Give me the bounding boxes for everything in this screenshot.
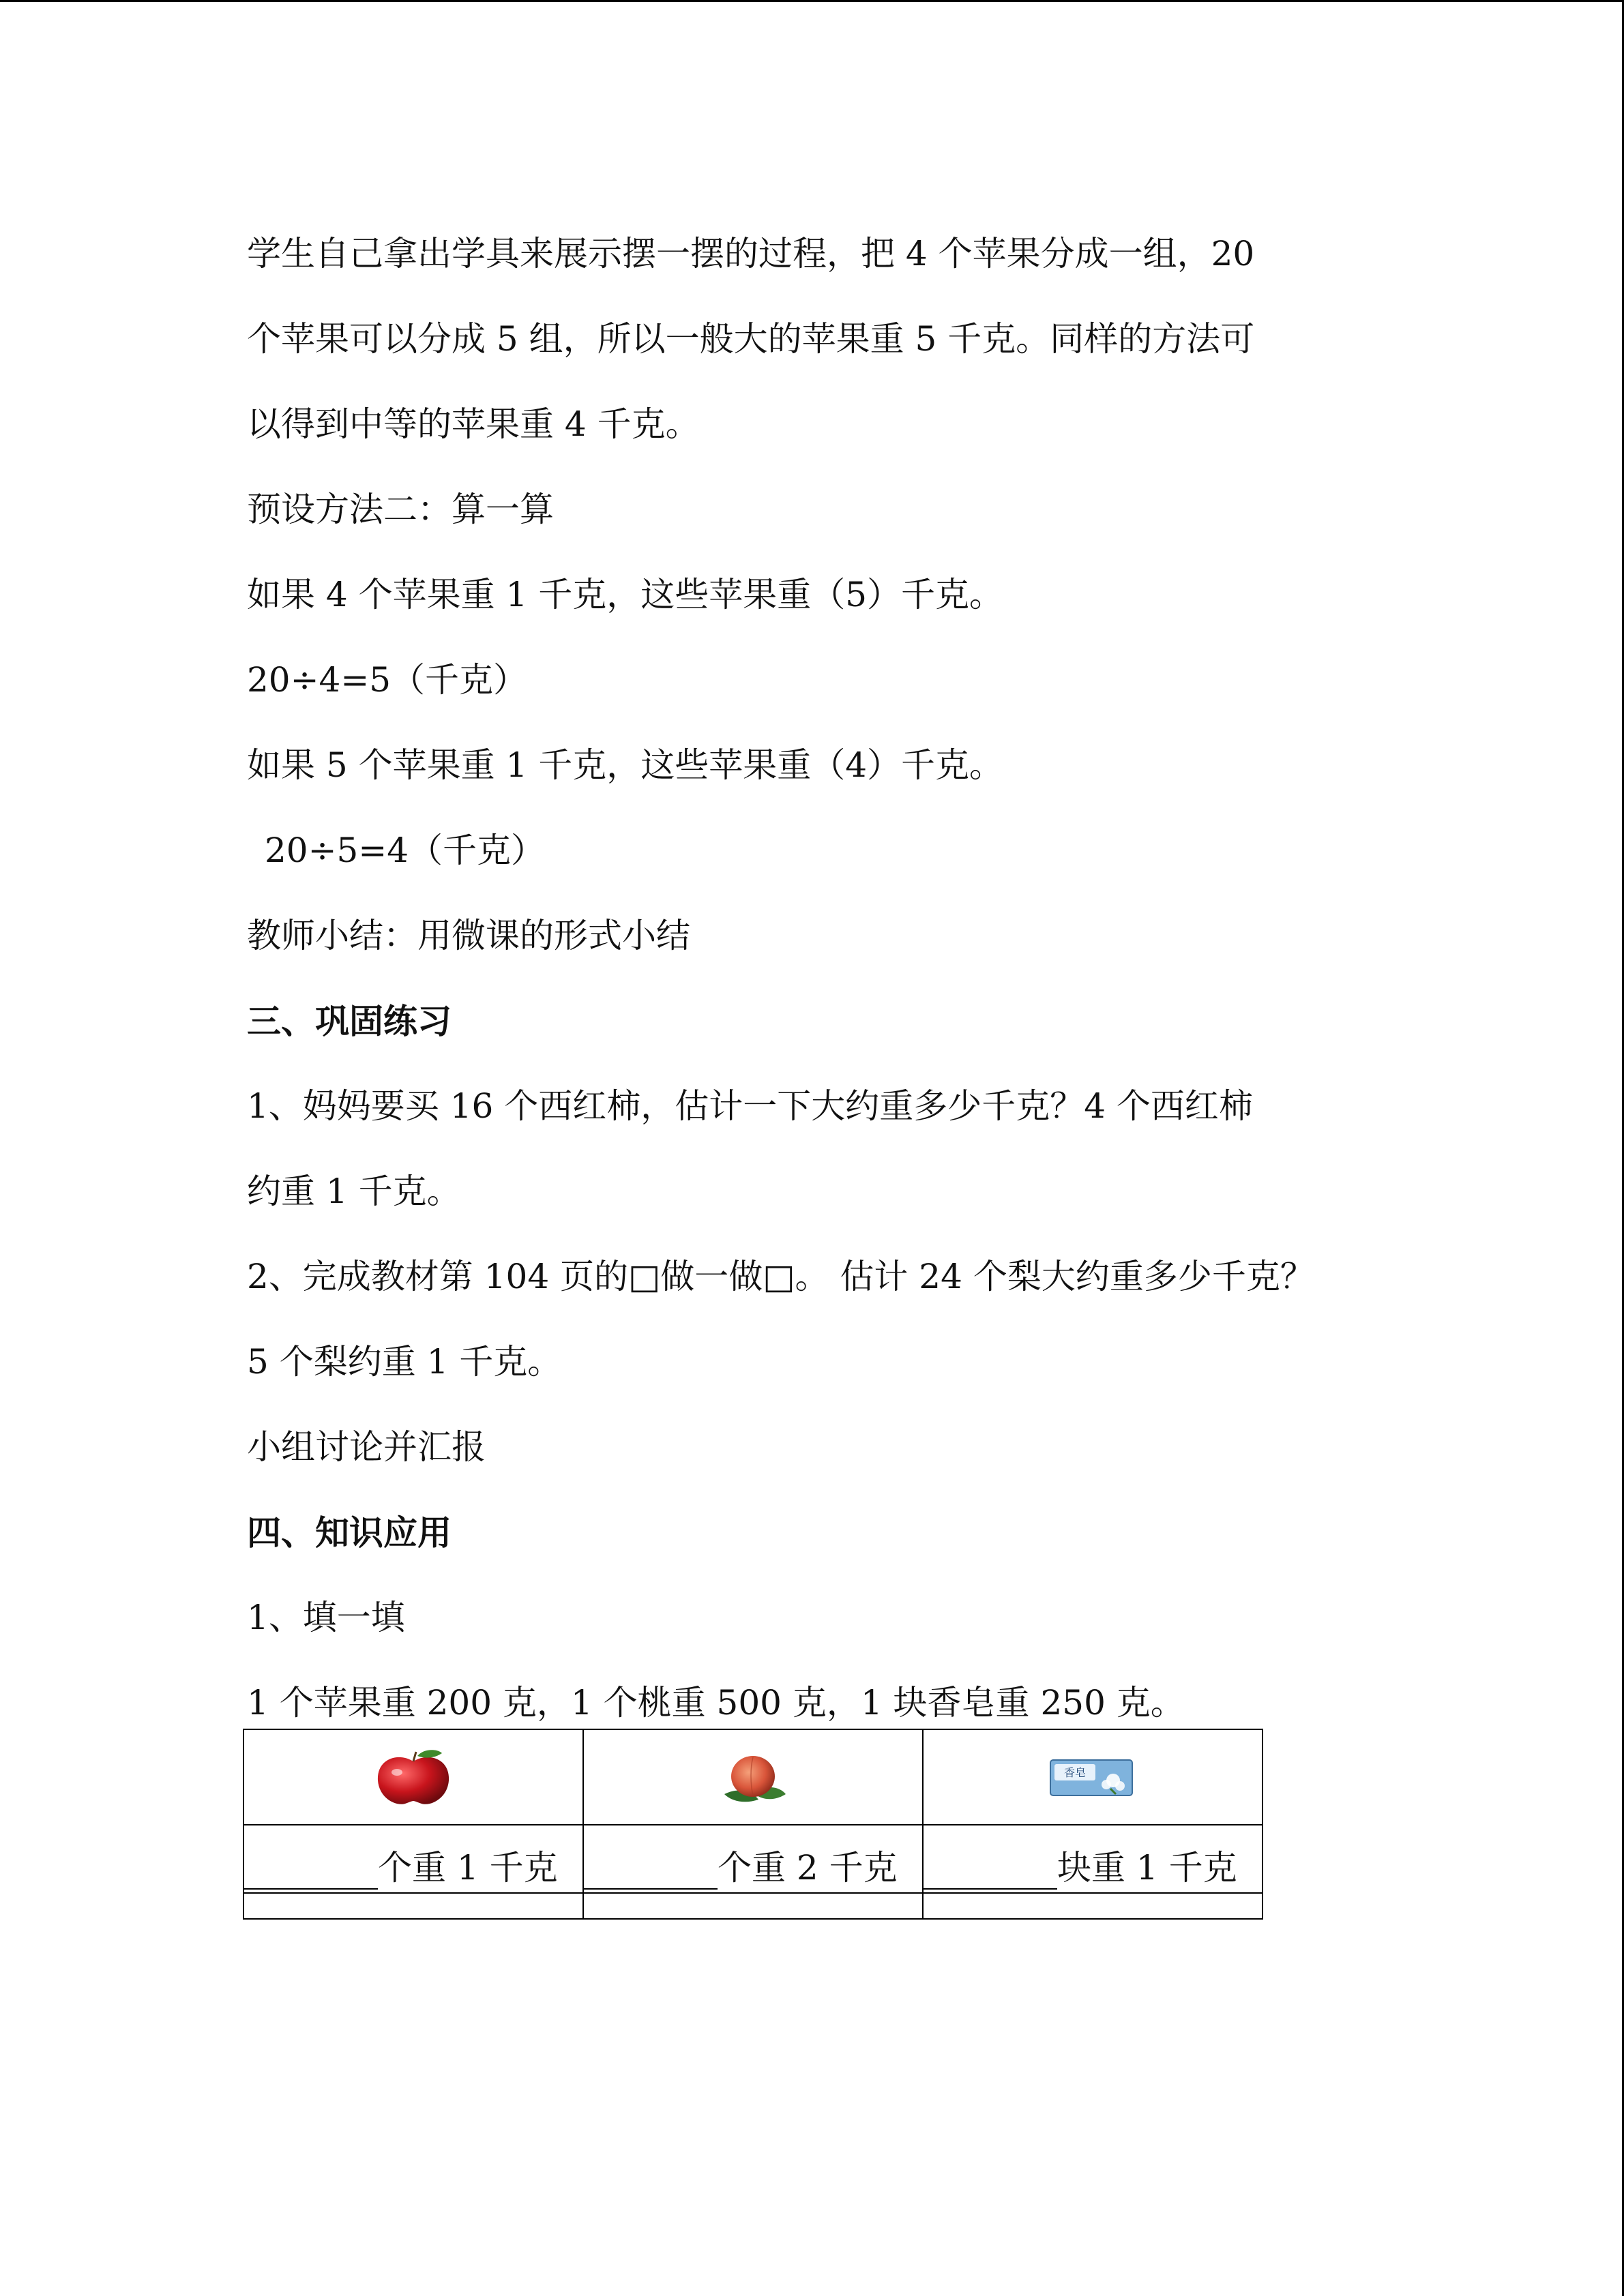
table-row — [243, 1825, 1263, 1893]
document-body — [247, 211, 1365, 1746]
exercise-line: 2、完成教材第 104 页的□做一做□。 估计 24 个梨大约重多少千克？ — [247, 1257, 1314, 1296]
apple-icon — [371, 1770, 456, 1783]
exercise-line: 1、妈妈要买 16 个西红柿，估计一下大约重多少千克？4 个西红柿 — [247, 1086, 1253, 1126]
equation-line: 20÷5=4（千克） — [265, 831, 546, 870]
answer-blank[interactable] — [244, 1851, 378, 1890]
table-row — [243, 1893, 1263, 1919]
table-cell — [243, 1893, 583, 1919]
answer-blank[interactable] — [924, 1851, 1057, 1890]
paragraph-line: 个苹果可以分成 5 组，所以一般大的苹果重 5 千克。同样的方法可 — [247, 319, 1255, 359]
table-cell — [923, 1893, 1263, 1919]
table-row — [243, 1729, 1263, 1825]
section-heading: 四、知识应用 — [247, 1512, 452, 1553]
fill-in-table — [243, 1729, 1263, 1920]
method-two-heading: 预设方法二：算一算 — [247, 490, 554, 529]
soap-icon — [1045, 1766, 1140, 1783]
peach-icon — [711, 1770, 795, 1783]
teacher-summary: 教师小结：用微课的形式小结 — [247, 916, 690, 955]
table-cell — [583, 1729, 923, 1825]
answer-suffix: 个重 1 千克 — [378, 1848, 558, 1888]
paragraph-line: 以得到中等的苹果重 4 千克。 — [247, 404, 700, 444]
section-heading: 三、巩固练习 — [247, 1001, 452, 1041]
table-cell — [923, 1729, 1263, 1825]
table-cell — [583, 1893, 923, 1919]
paragraph-line: 学生自己拿出学具来展示摆一摆的过程，把 4 个苹果分成一组，20 — [247, 234, 1255, 273]
answer-cell — [923, 1825, 1263, 1893]
table-cell — [243, 1729, 583, 1825]
paragraph-line: 如果 4 个苹果重 1 千克，这些苹果重（5）千克。 — [247, 575, 1004, 614]
paragraph-line: 小组讨论并汇报 — [247, 1427, 486, 1467]
answer-cell — [583, 1825, 923, 1893]
paragraph-line: 1 个苹果重 200 克，1 个桃重 500 克，1 块香皂重 250 克。 — [247, 1683, 1185, 1723]
answer-suffix: 个重 2 千克 — [718, 1848, 898, 1888]
exercise-line: 5 个梨约重 1 千克。 — [247, 1342, 562, 1382]
answer-cell — [243, 1825, 583, 1893]
page-top-border — [0, 0, 1624, 2]
subsection-heading: 1、填一填 — [247, 1598, 405, 1637]
answer-blank[interactable] — [584, 1851, 718, 1890]
exercise-line: 约重 1 千克。 — [247, 1172, 461, 1211]
paragraph-line: 如果 5 个苹果重 1 千克，这些苹果重（4）千克。 — [247, 745, 1004, 785]
soap-label: 香皂 — [1063, 1766, 1087, 1779]
equation-line: 20÷4=5（千克） — [247, 660, 528, 700]
answer-suffix: 块重 1 千克 — [1057, 1848, 1237, 1888]
